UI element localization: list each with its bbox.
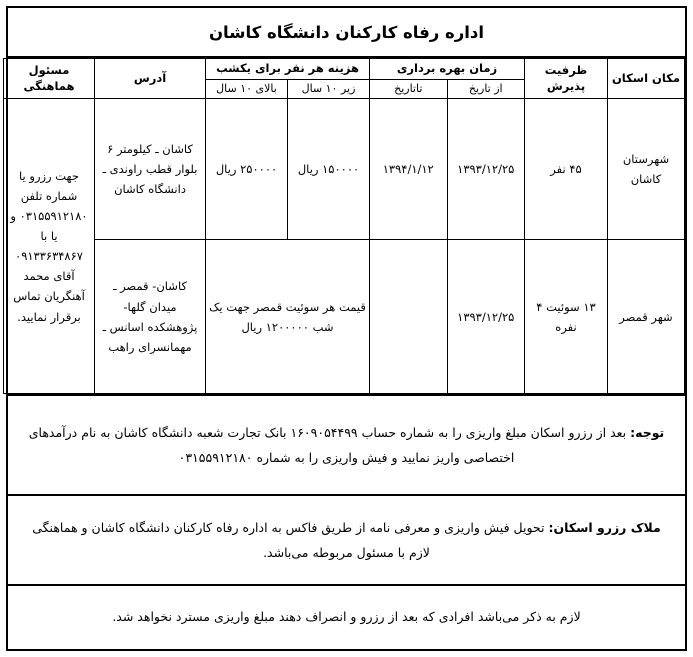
header-period: زمان بهره برداری [370, 59, 525, 80]
cell-capacity: ۴۵ نفر [525, 99, 608, 240]
cell-period-to [370, 240, 448, 394]
header-period-from: از تاریخ [447, 79, 525, 99]
note-deposit-label: توجه: [630, 425, 665, 440]
header-cost: هزینه هر نفر برای یکشب [206, 59, 370, 80]
page-title: اداره رفاه کارکنان دانشگاه کاشان [208, 22, 485, 42]
cell-period-to: ۱۳۹۴/۱/۱۲ [370, 99, 448, 240]
cell-coordinator: جهت رزرو یا شماره تلفن ۰۳۱۵۵۹۱۲۱۸۰ و یا با ۰۹۱۳۳۶۳۴۸۶۷ آقای محمد آهنگریان تماس برقرار نمایید. [4, 99, 95, 394]
header-location: مکان اسکان [608, 59, 685, 99]
note-deposit [8, 396, 685, 496]
cell-period-from: ۱۳۹۳/۱۲/۲۵ [447, 99, 525, 240]
table-header-row-main [4, 59, 685, 80]
cell-period-from: ۱۳۹۳/۱۲/۲۵ [447, 240, 525, 394]
cell-capacity: ۱۳ سوئیت ۴ نفره [525, 240, 608, 394]
header-capacity: ظرفیت پذیرش [525, 59, 608, 99]
header-cost-over10: بالای ۱۰ سال [206, 79, 288, 99]
title-band [8, 8, 685, 58]
accommodation-table-container [8, 58, 685, 396]
accommodation-table [3, 58, 685, 394]
note-reservation-criteria-text: تحویل فیش واریزی و معرفی نامه از طریق فاکس به اداره رفاه کارکنان دانشگاه کاشان و هماهنگی لازم با مسئول مربوطه می‌باشد. [32, 520, 549, 560]
note-refund-policy-text: لازم به ذکر می‌باشد افرادی که بعد از رزرو و انصراف دهند مبلغ واریزی مسترد نخواهد شد. [112, 609, 581, 625]
header-period-to: تاتاریخ [370, 79, 448, 99]
cell-cost-over10: ۲۵۰۰۰۰ ریال [206, 99, 288, 240]
cell-location: شهر قمصر [608, 240, 685, 394]
note-reservation-criteria-label: ملاک رزرو اسکان: [548, 520, 661, 535]
cell-address: کاشان ـ کیلومتر ۶ بلوار قطب راوندی ـ دانشگاه کاشان [95, 99, 206, 240]
cell-cost-under10: ۱۵۰۰۰۰ ریال [288, 99, 370, 240]
document-frame [6, 6, 687, 651]
note-reservation-criteria [8, 496, 685, 586]
cell-location: شهرستان کاشان [608, 99, 685, 240]
cell-address: کاشان- قمصر ـ میدان گلها- پژوهشکده اسانس ـ مهمانسرای راهب [95, 240, 206, 394]
table-row [4, 240, 685, 394]
table-row [4, 99, 685, 240]
note-refund-policy-body [112, 606, 580, 629]
header-address: آدرس [95, 59, 206, 99]
note-deposit-body [28, 420, 665, 470]
header-coordinator: مسئول هماهنگی [4, 59, 95, 99]
header-cost-under10: زیر ۱۰ سال [288, 79, 370, 99]
table-header [4, 59, 685, 99]
note-reservation-criteria-body [28, 515, 665, 565]
note-deposit-text: بعد از رزرو اسکان مبلغ واریزی را به شماره حساب ۱۶۰۹۰۵۴۴۹۹ بانک تجارت شعبه دانشگاه کاشان به نام درآمدهای اختصاصی واریز نمایید و فیش واریزی را به شماره ۰۳۱۵۵۹۱۲۱۸۰ [28, 425, 631, 465]
table-body [4, 99, 685, 394]
note-refund-policy [8, 586, 685, 649]
cell-cost-combined: قیمت هر سوئیت قمصر جهت یک شب ۱۲۰۰۰۰۰ ریال [206, 240, 370, 394]
